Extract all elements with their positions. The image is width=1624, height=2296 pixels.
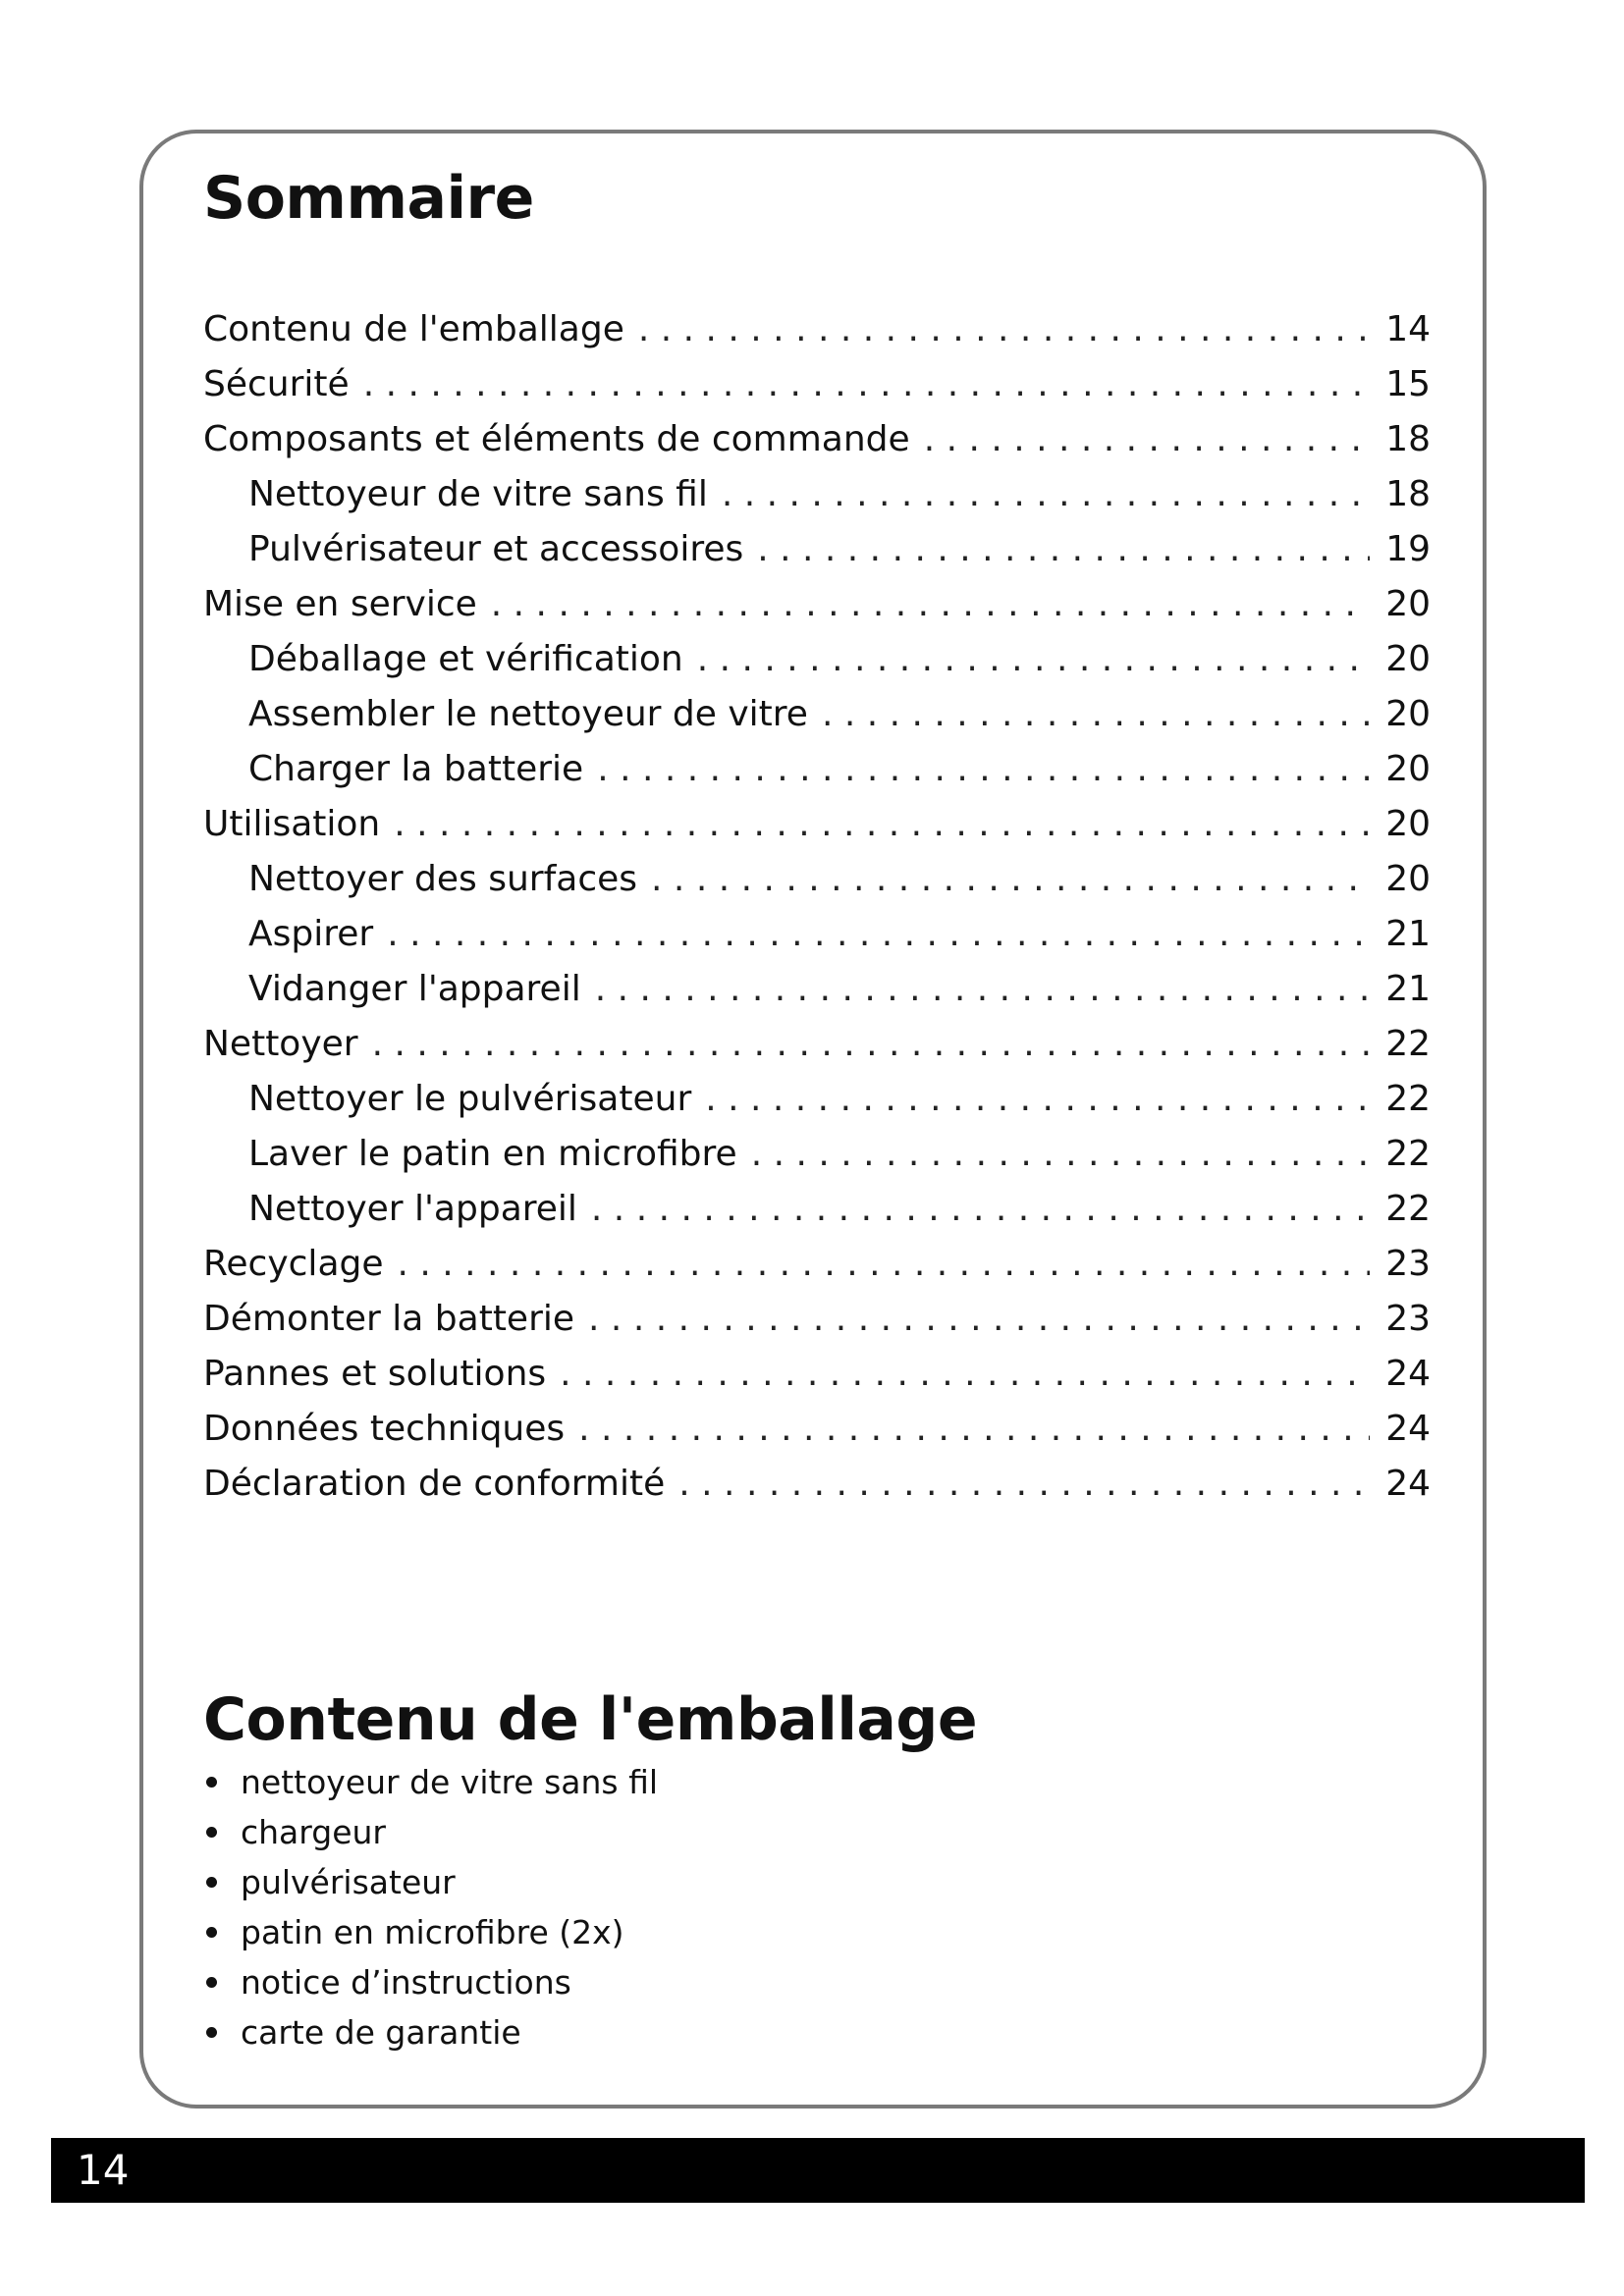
toc-entry-label: Vidanger l'appareil: [248, 969, 581, 1009]
toc-entry-contenu-emballage[interactable]: [203, 302, 1431, 357]
toc-entry-page: 22: [1385, 1024, 1431, 1064]
toc-entry-label: Aspirer: [248, 914, 374, 954]
toc-entry-label: Composants et éléments de commande: [203, 419, 910, 459]
bullet-icon: [206, 1777, 217, 1788]
toc-entry-donnees-techniques[interactable]: [203, 1402, 1431, 1457]
toc-entry-label: Assembler le nettoyeur de vitre: [248, 694, 808, 734]
list-item-text: chargeur: [241, 1813, 387, 1851]
toc-entry-page: 24: [1385, 1464, 1431, 1504]
toc-leader-dots: [588, 1302, 1370, 1337]
toc-leader-dots: [394, 807, 1370, 842]
toc-entry-nettoyer[interactable]: [203, 1017, 1431, 1072]
bullet-icon: [206, 1977, 217, 1988]
toc-entry-label: Nettoyer le pulvérisateur: [248, 1079, 692, 1119]
toc-entry-page: 23: [1385, 1244, 1431, 1284]
list-item: [203, 1757, 658, 1807]
toc-leader-dots: [597, 752, 1370, 787]
toc-entry-mise-en-service[interactable]: [203, 577, 1431, 632]
toc-entry-page: 20: [1385, 804, 1431, 844]
toc-entry-label: Nettoyer: [203, 1024, 358, 1064]
toc-entry-label: Démonter la batterie: [203, 1299, 575, 1339]
toc-leader-dots: [757, 532, 1370, 567]
toc-leader-dots: [678, 1467, 1370, 1502]
toc-entry-label: Sécurité: [203, 364, 350, 404]
toc-entry-page: 18: [1385, 419, 1431, 459]
toc-entry-page: 20: [1385, 584, 1431, 624]
toc-entry-label: Pulvérisateur et accessoires: [248, 529, 744, 569]
toc-entry-page: 15: [1385, 364, 1431, 404]
toc-subentry-deballage[interactable]: [203, 632, 1431, 687]
toc-entry-label: Nettoyer des surfaces: [248, 859, 638, 899]
toc-entry-page: 24: [1385, 1409, 1431, 1449]
toc-entry-page: 18: [1385, 474, 1431, 514]
list-item-text: carte de garantie: [241, 2013, 521, 2052]
toc-entry-page: 24: [1385, 1354, 1431, 1394]
bullet-icon: [206, 1827, 217, 1838]
toc-leader-dots: [697, 642, 1370, 677]
toc-entry-page: 21: [1385, 914, 1431, 954]
toc-entry-declaration-conformite[interactable]: [203, 1457, 1431, 1512]
toc-leader-dots: [705, 1082, 1370, 1117]
package-contents-list: [203, 1757, 658, 2057]
page-number: 14: [77, 2146, 130, 2194]
toc-leader-dots: [372, 1027, 1370, 1062]
list-item: [203, 2007, 658, 2057]
toc-subentry-nettoyer-surfaces[interactable]: [203, 852, 1431, 907]
toc-subentry-nettoyer-pulverisateur[interactable]: [203, 1072, 1431, 1127]
toc-leader-dots: [491, 587, 1370, 622]
toc-entry-label: Pannes et solutions: [203, 1354, 547, 1394]
toc-entry-label: Déclaration de conformité: [203, 1464, 666, 1504]
list-item-text: patin en microfibre (2x): [241, 1913, 624, 1951]
toc-entry-page: 22: [1385, 1079, 1431, 1119]
toc-entry-pannes-solutions[interactable]: [203, 1347, 1431, 1402]
toc-entry-label: Déballage et vérification: [248, 639, 683, 679]
toc-entry-label: Recyclage: [203, 1244, 384, 1284]
toc-entry-page: 22: [1385, 1189, 1431, 1229]
list-item-text: pulvérisateur: [241, 1863, 456, 1901]
toc-entry-utilisation[interactable]: [203, 797, 1431, 852]
toc-entry-page: 21: [1385, 969, 1431, 1009]
toc-subentry-laver-patin[interactable]: [203, 1127, 1431, 1182]
toc-subentry-nettoyer-appareil[interactable]: [203, 1182, 1431, 1237]
list-item: [203, 1857, 658, 1907]
bullet-icon: [206, 2027, 217, 2038]
toc-entry-page: 20: [1385, 639, 1431, 679]
toc-entry-label: Données techniques: [203, 1409, 566, 1449]
toc-entry-composants[interactable]: [203, 412, 1431, 467]
package-contents-title: Contenu de l'emballage: [203, 1685, 978, 1754]
toc-leader-dots: [638, 312, 1370, 347]
toc-title: Sommaire: [203, 164, 534, 233]
toc-entry-label: Laver le patin en microfibre: [248, 1134, 737, 1174]
toc-entry-recyclage[interactable]: [203, 1237, 1431, 1292]
toc-entry-page: 23: [1385, 1299, 1431, 1339]
toc-entry-label: Charger la batterie: [248, 749, 584, 789]
toc-entry-demonter-batterie[interactable]: [203, 1292, 1431, 1347]
toc-entry-page: 19: [1385, 529, 1431, 569]
toc-entry-label: Contenu de l'emballage: [203, 309, 624, 349]
list-item: [203, 1907, 658, 1957]
toc-entry-page: 22: [1385, 1134, 1431, 1174]
toc-subentry-assembler[interactable]: [203, 687, 1431, 742]
toc-leader-dots: [578, 1412, 1370, 1447]
toc-leader-dots: [398, 1247, 1371, 1282]
toc-entry-page: 20: [1385, 694, 1431, 734]
toc-entry-label: Utilisation: [203, 804, 381, 844]
toc-subentry-charger-batterie[interactable]: [203, 742, 1431, 797]
table-of-contents: [203, 302, 1431, 1512]
footer-bar: [51, 2138, 1585, 2203]
toc-entry-label: Mise en service: [203, 584, 477, 624]
list-item: [203, 1807, 658, 1857]
toc-subentry-nettoyeur-vitre[interactable]: [203, 467, 1431, 522]
list-item-text: nettoyeur de vitre sans fil: [241, 1763, 659, 1801]
toc-subentry-vidanger[interactable]: [203, 962, 1431, 1017]
toc-subentry-pulverisateur[interactable]: [203, 522, 1431, 577]
toc-leader-dots: [751, 1137, 1370, 1172]
toc-entry-securite[interactable]: [203, 357, 1431, 412]
toc-entry-page: 20: [1385, 749, 1431, 789]
list-item-text: notice d’instructions: [241, 1963, 571, 2002]
toc-leader-dots: [560, 1357, 1370, 1392]
list-item: [203, 1957, 658, 2007]
bullet-icon: [206, 1877, 217, 1888]
toc-entry-page: 20: [1385, 859, 1431, 899]
toc-entry-label: Nettoyer l'appareil: [248, 1189, 577, 1229]
bullet-icon: [206, 1927, 217, 1938]
toc-leader-dots: [722, 477, 1370, 512]
toc-leader-dots: [651, 862, 1370, 897]
toc-leader-dots: [591, 1192, 1370, 1227]
toc-subentry-aspirer[interactable]: [203, 907, 1431, 962]
toc-leader-dots: [924, 422, 1370, 457]
toc-entry-label: Nettoyeur de vitre sans fil: [248, 474, 708, 514]
toc-leader-dots: [387, 917, 1370, 952]
toc-entry-page: 14: [1385, 309, 1431, 349]
toc-leader-dots: [595, 972, 1370, 1007]
toc-leader-dots: [822, 697, 1370, 732]
toc-leader-dots: [363, 367, 1370, 402]
